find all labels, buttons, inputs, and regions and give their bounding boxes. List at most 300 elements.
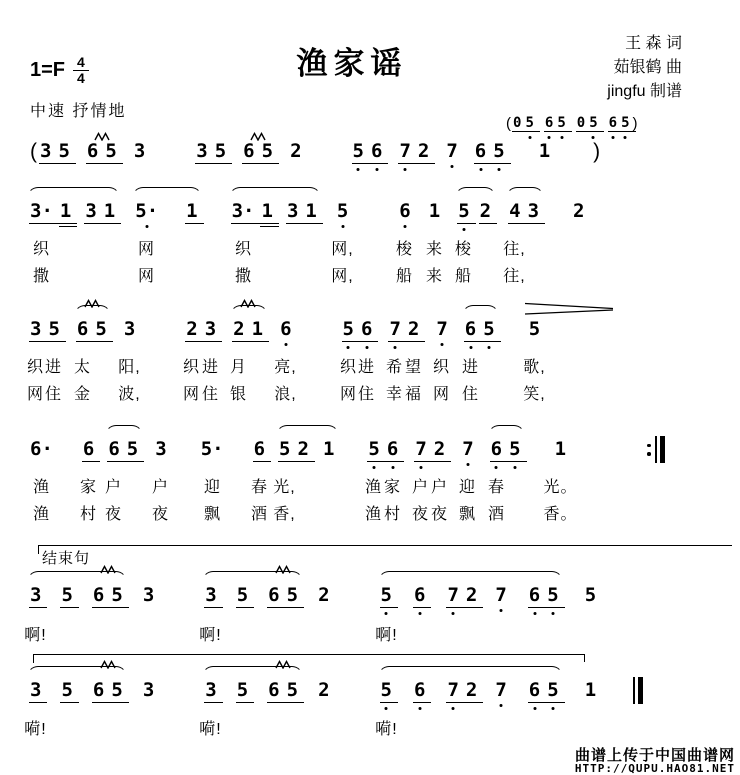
lyric-syllable: 村 <box>383 506 402 523</box>
beam-underline <box>29 607 47 608</box>
note-token <box>466 679 477 701</box>
beam-underline <box>236 702 254 703</box>
slur-arc <box>455 187 496 200</box>
note-row <box>30 200 652 222</box>
note-digit: 2 <box>290 140 302 162</box>
note-digit: 1 <box>261 200 273 222</box>
beam-underline <box>39 163 57 164</box>
note-token <box>528 200 539 222</box>
lyric-syllable: 网 <box>137 241 156 258</box>
paren-glyph: ( <box>506 115 511 132</box>
note-token <box>399 200 410 222</box>
note-token <box>83 438 94 460</box>
note-digit: 5 <box>458 200 470 222</box>
note-digit: 3 <box>142 584 155 606</box>
note-token <box>434 438 445 460</box>
note-token <box>280 318 291 340</box>
note-digit: 3 <box>30 584 42 606</box>
note-digit: 2 <box>318 679 330 701</box>
note-token <box>361 318 372 340</box>
lyric-syllable: 户 <box>104 479 123 496</box>
note-token <box>509 438 520 460</box>
beam-underline <box>94 341 112 342</box>
note-digit: 5· <box>200 438 224 460</box>
song-title: 渔家谣 <box>296 46 408 82</box>
note-digit: 3 <box>205 584 217 606</box>
lyric-syllable: 梭 <box>395 241 414 258</box>
note-token <box>323 438 334 460</box>
note-token <box>415 438 426 460</box>
lyric-syllable: 浪, <box>274 386 297 403</box>
thick-stroke <box>660 436 665 463</box>
beam-underline <box>185 341 203 342</box>
lyric-syllable: 嗬! <box>199 721 222 738</box>
note-token <box>48 318 59 340</box>
beam-underline <box>29 702 47 703</box>
note-digit: 6 <box>370 140 383 162</box>
note-token <box>261 200 272 222</box>
lyric-syllable: 飘 <box>458 506 477 523</box>
note-token <box>30 679 41 701</box>
note-digit: 6 <box>360 318 373 340</box>
note-digit: 4 <box>509 200 521 222</box>
beam-underline <box>304 223 322 224</box>
beam-underline <box>92 607 110 608</box>
beam-underline <box>465 607 483 608</box>
low-octave-dot <box>513 466 516 469</box>
note-digit: 1 <box>103 200 116 222</box>
lyric-syllable: 金 <box>73 386 92 403</box>
note-token <box>493 140 504 162</box>
time-signature <box>73 55 89 86</box>
note-token <box>186 318 197 340</box>
transcriber-credit: jingfu 制谱 <box>607 83 682 100</box>
lyric-syllable: 船 <box>395 268 414 285</box>
paren-glyph: ( <box>30 140 37 163</box>
paren-glyph: ) <box>593 140 601 163</box>
thin-stroke <box>655 436 657 463</box>
note-token <box>353 140 364 162</box>
note-token <box>621 115 629 131</box>
beam-underline <box>446 702 464 703</box>
paren-glyph: ) <box>632 115 638 132</box>
open-paren <box>506 115 511 132</box>
note-digit: 6 <box>528 679 541 701</box>
lyric-syllable: 福 <box>404 386 423 403</box>
beam-underline <box>297 461 315 462</box>
lyric-syllable: 来 <box>425 241 444 258</box>
note-digit: 2 <box>573 200 585 222</box>
low-octave-dot <box>284 343 287 346</box>
beam-underline <box>388 341 406 342</box>
lyric-syllable: 织 <box>182 359 201 376</box>
beam-underline <box>588 131 603 132</box>
note-digit: 5 <box>111 679 123 701</box>
note-token <box>232 200 255 222</box>
lyric-syllable: 银 <box>229 386 248 403</box>
note-token <box>93 584 104 606</box>
note-digit: 5 <box>509 438 521 460</box>
lyric-syllable: 网, <box>331 241 354 258</box>
beam-underline <box>370 163 388 164</box>
note-token <box>30 584 41 606</box>
lyric-syllable: 织 <box>26 359 45 376</box>
note-token <box>111 584 122 606</box>
note-token <box>77 318 88 340</box>
note-digit: 6 <box>490 438 503 460</box>
note-digit: 1 <box>584 679 597 701</box>
beam-underline <box>482 341 500 342</box>
note-token <box>205 679 216 701</box>
lyric-syllable: 渔 <box>32 506 51 523</box>
lyric-syllable: 亮, <box>274 359 297 376</box>
lyric-syllable: 住 <box>44 386 63 403</box>
beam-underline <box>104 163 122 164</box>
low-octave-dot <box>385 612 388 615</box>
beam-underline <box>286 607 304 608</box>
low-octave-dot <box>404 168 407 171</box>
note-digit: 1 <box>554 438 567 460</box>
low-octave-dot <box>385 707 388 710</box>
low-octave-dot <box>365 346 368 349</box>
low-octave-dot <box>347 346 350 349</box>
note-token <box>254 438 265 460</box>
low-octave-dot <box>357 168 360 171</box>
note-token <box>465 318 476 340</box>
note-token <box>233 318 244 340</box>
note-token <box>447 679 458 701</box>
lyric-syllable: 进 <box>357 359 376 376</box>
note-digit: 2 <box>297 438 309 460</box>
lyric-syllable: 织 <box>234 241 253 258</box>
slur-arc <box>27 187 120 200</box>
note-digit: 5 <box>557 115 566 131</box>
note-token <box>585 584 596 606</box>
note-token <box>436 318 447 340</box>
beam-underline <box>464 341 482 342</box>
repeat-dot <box>647 444 651 448</box>
composer-credit: 茹银鹤 曲 <box>613 59 682 76</box>
final-phrase-bracket <box>33 654 585 655</box>
beam-underline <box>231 223 261 224</box>
note-token <box>155 438 166 460</box>
note-row <box>30 140 609 163</box>
note-digit: 1 <box>59 200 72 222</box>
note-digit: 5 <box>621 115 630 131</box>
bracket-tick <box>38 545 39 554</box>
low-octave-dot <box>551 612 554 615</box>
tremolo-ornament <box>94 128 110 146</box>
lyric-syllable: 撒 <box>234 268 253 285</box>
beam-underline <box>57 163 75 164</box>
low-octave-dot <box>487 346 490 349</box>
note-token <box>95 318 106 340</box>
note-digit: 5· <box>135 200 159 222</box>
lyric-syllable: 住 <box>461 386 480 403</box>
note-digit: 7 <box>447 679 459 701</box>
lyric-syllable: 村 <box>79 506 98 523</box>
note-token <box>495 679 506 701</box>
note-token <box>585 679 596 701</box>
lyric-syllable: 夜 <box>151 506 170 523</box>
note-digit: 3 <box>196 140 208 162</box>
tremolo-ornament <box>84 295 100 313</box>
lyric-syllable: 啊! <box>199 627 222 644</box>
lyric-syllable: 户 <box>430 479 449 496</box>
lyric-syllable: 来 <box>425 268 444 285</box>
note-digit: 5 <box>236 584 249 606</box>
note-digit: 6 <box>280 318 292 340</box>
lyric-syllable: 网, <box>331 268 354 285</box>
note-token <box>237 584 248 606</box>
beam-underline <box>204 702 222 703</box>
note-digit: 7 <box>495 584 507 606</box>
low-octave-dot <box>551 707 554 710</box>
lyric-syllable: 月 <box>229 359 248 376</box>
lyric-syllable: 光, <box>273 479 296 496</box>
note-token <box>529 584 540 606</box>
note-digit: 3 <box>527 200 540 222</box>
note-token <box>143 679 154 701</box>
note-digit: 3 <box>204 318 217 340</box>
lyric-syllable: 往, <box>503 241 526 258</box>
note-token <box>557 115 565 131</box>
note-token <box>495 584 506 606</box>
low-octave-dot <box>548 136 551 139</box>
open-paren <box>30 140 37 163</box>
beam-underline <box>465 702 483 703</box>
note-token <box>287 584 298 606</box>
beam-underline <box>110 702 128 703</box>
low-octave-dot <box>533 707 536 710</box>
note-digit: 7 <box>399 140 411 162</box>
beam-underline <box>195 163 213 164</box>
lyric-syllable: 迎 <box>458 479 477 496</box>
note-digit: 1 <box>251 318 264 340</box>
note-digit: 6 <box>528 584 541 606</box>
note-digit: 2 <box>465 584 478 606</box>
lyric-syllable: 撒 <box>32 268 51 285</box>
beam-underline <box>417 163 435 164</box>
note-digit: 5 <box>380 679 392 701</box>
note-digit: 2 <box>465 679 478 701</box>
lyric-syllable: 春 <box>487 479 506 496</box>
note-digit: 6 <box>243 140 255 162</box>
note-token <box>577 115 585 131</box>
low-octave-dot <box>624 136 627 139</box>
beam-underline <box>260 223 278 224</box>
low-octave-dot <box>533 612 536 615</box>
note-token <box>368 438 379 460</box>
lyric-syllable: 歌, <box>523 359 546 376</box>
note-digit: 5 <box>261 140 274 162</box>
lyric-syllable: 嗬! <box>24 721 47 738</box>
beam-underline <box>413 702 431 703</box>
lyric-syllable: 网 <box>339 386 358 403</box>
low-octave-dot <box>452 707 455 710</box>
beam-underline <box>490 461 508 462</box>
note-digit: 5 <box>547 584 559 606</box>
note-row <box>30 584 636 606</box>
note-token <box>529 318 540 340</box>
note-token <box>205 584 216 606</box>
note-digit: 6 <box>544 115 554 131</box>
note-token <box>93 679 104 701</box>
note-digit: 5 <box>58 140 70 162</box>
thick-stroke <box>638 677 643 704</box>
note-digit: 5 <box>380 584 392 606</box>
beam-underline <box>29 341 47 342</box>
note-token <box>287 200 298 222</box>
note-token <box>573 200 584 222</box>
note-digit: 3 <box>85 200 97 222</box>
lyric-syllable: 望 <box>404 359 423 376</box>
watermark-url: HTTP://QUPU.HAO81.NET <box>574 762 735 775</box>
note-digit: 7 <box>415 438 427 460</box>
note-digit: 5 <box>95 318 107 340</box>
lyric-syllable: 太 <box>73 359 92 376</box>
slur-arc <box>378 666 563 679</box>
beam-underline <box>457 223 475 224</box>
note-token <box>196 140 207 162</box>
beam-underline <box>59 226 77 227</box>
beam-underline <box>414 461 432 462</box>
lyric-syllable: 香。 <box>543 506 578 523</box>
low-octave-dot <box>404 225 407 228</box>
note-digit: 3 <box>133 140 146 162</box>
note-token <box>298 438 309 460</box>
note-token <box>205 318 216 340</box>
beam-underline <box>524 131 539 132</box>
note-digit: 7 <box>462 438 474 460</box>
note-token <box>290 140 301 162</box>
lyric-syllable: 渔 <box>364 506 383 523</box>
lyric-syllable: 住 <box>357 386 376 403</box>
note-digit: 6 <box>108 438 120 460</box>
thin-stroke <box>633 677 635 704</box>
beam-underline <box>185 223 203 224</box>
beam-underline <box>76 341 94 342</box>
low-octave-dot <box>451 165 454 168</box>
beam-underline <box>380 702 398 703</box>
note-digit: 5 <box>214 140 227 162</box>
tremolo-ornament <box>100 656 116 674</box>
note-token <box>555 438 566 460</box>
note-token <box>589 115 597 131</box>
note-digit: 2 <box>433 438 446 460</box>
lyric-syllable: 香, <box>273 506 296 523</box>
low-octave-dot <box>592 136 595 139</box>
lyric-syllable: 网 <box>182 386 201 403</box>
note-row <box>30 318 611 340</box>
low-octave-dot <box>469 346 472 349</box>
credits-block <box>607 32 682 104</box>
low-octave-dot <box>500 704 503 707</box>
note-digit: 7 <box>446 140 458 162</box>
beam-underline <box>508 223 526 224</box>
note-token <box>371 140 382 162</box>
lyric-syllable: 织 <box>339 359 358 376</box>
note-digit: 6 <box>268 584 280 606</box>
note-digit: 5 <box>126 438 139 460</box>
note-digit: 2 <box>186 318 198 340</box>
note-token <box>509 200 520 222</box>
close-paren <box>633 115 638 132</box>
note-token <box>268 584 279 606</box>
beam-underline <box>60 607 78 608</box>
low-octave-dot <box>373 466 376 469</box>
lyric-syllable: 夜 <box>411 506 430 523</box>
low-octave-dot <box>418 707 421 710</box>
note-digit: 2 <box>479 200 492 222</box>
tremolo-ornament <box>100 561 116 579</box>
beam-underline <box>242 163 260 164</box>
slur-arc <box>229 187 321 200</box>
lyric-syllable: 阳, <box>118 359 141 376</box>
note-token <box>61 584 72 606</box>
note-digit: 6 <box>76 318 89 340</box>
low-octave-dot <box>394 346 397 349</box>
note-digit: 1 <box>538 140 551 162</box>
low-octave-dot <box>611 136 614 139</box>
slur-arc <box>276 425 339 438</box>
pickup-notes <box>506 115 638 132</box>
note-token <box>252 318 263 340</box>
beam-underline <box>84 223 102 224</box>
lyric-syllable: 网 <box>26 386 45 403</box>
note-token <box>337 200 348 222</box>
low-octave-dot <box>341 225 344 228</box>
low-octave-dot <box>441 343 444 346</box>
note-digit: 6 <box>464 318 477 340</box>
beam-underline <box>232 341 250 342</box>
note-digit: 5 <box>493 140 505 162</box>
beam-underline <box>546 702 564 703</box>
ending-section-bracket <box>38 545 732 567</box>
low-octave-dot <box>500 609 503 612</box>
ending-section-label: 结束句 <box>42 550 91 567</box>
beam-underline <box>342 341 360 342</box>
note-digit: 6 <box>413 584 426 606</box>
beam-underline <box>278 461 296 462</box>
note-digit: 5 <box>584 584 597 606</box>
low-octave-dot <box>560 136 563 139</box>
note-token <box>545 115 553 131</box>
note-token <box>108 438 119 460</box>
beam-underline <box>508 461 526 462</box>
lyric-syllable: 希 <box>385 359 404 376</box>
key-value: 1=F <box>30 59 66 81</box>
beam-underline <box>527 223 545 224</box>
note-digit: 5 <box>528 318 541 340</box>
lyric-syllable: 户 <box>151 479 170 496</box>
note-digit: 1 <box>305 200 317 222</box>
note-token <box>40 140 51 162</box>
low-octave-dot <box>479 168 482 171</box>
note-token <box>30 318 41 340</box>
note-digit: 5 <box>336 200 349 222</box>
beam-underline <box>492 163 510 164</box>
note-digit: 2 <box>318 584 330 606</box>
note-digit: 5 <box>483 318 495 340</box>
beam-underline <box>556 131 571 132</box>
bracket-tick <box>584 654 585 662</box>
note-digit: 3 <box>286 200 299 222</box>
note-token <box>458 200 469 222</box>
beam-underline <box>474 163 492 164</box>
low-octave-dot <box>452 612 455 615</box>
note-digit: 2 <box>407 318 420 340</box>
